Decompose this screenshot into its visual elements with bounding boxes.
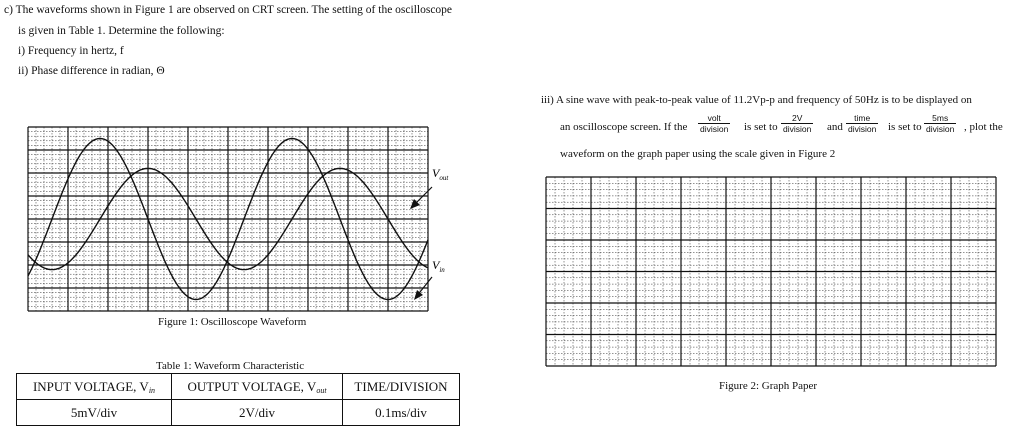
header-input-voltage: INPUT VOLTAGE, $V_{in}$ [17, 374, 172, 400]
waveform-table [16, 373, 460, 426]
question-iii-line3: waveform on the graph paper using the scale given in Figure 2 [560, 148, 836, 160]
figure1-caption: Figure 1: Oscilloscope Waveform [158, 316, 307, 328]
table1-title: Table 1: Waveform Characteristic [156, 360, 305, 372]
oscilloscope-figure [26, 125, 449, 315]
fraction-volt-per-division: volt division [700, 113, 729, 134]
question-c-line2: is given in Table 1. Determine the following: [18, 25, 225, 37]
cell-input-voltage: 5mV/div [17, 400, 172, 426]
vin-arrowhead-icon [414, 290, 423, 300]
fraction-2v-per-division: 2V division [783, 113, 812, 134]
table-header-row [17, 374, 460, 400]
question-c-item-i: i) Frequency in hertz, f [18, 45, 124, 57]
question-c-line1: c) The waveforms shown in Figure 1 are observed on CRT screen. The setting of the oscilloscope [4, 4, 453, 16]
question-iii-line2e: , plot the [964, 121, 1003, 133]
question-iii-line2b: is set to [744, 121, 778, 133]
table-row [17, 400, 460, 426]
cell-output-voltage: 2V/div [172, 400, 343, 426]
figure2-caption: Figure 2: Graph Paper [719, 380, 818, 392]
fraction-time-per-division: time division [848, 113, 877, 134]
graph-paper [545, 176, 998, 368]
question-iii-line2a: an oscilloscope screen. If the [560, 121, 688, 133]
question-iii-line2c: and [827, 121, 843, 133]
question-iii-line1: iii) A sine wave with peak-to-peak value of 11.2Vp-p and frequency of 50Hz is to be displayed on [541, 94, 972, 106]
graph-paper-grid [546, 177, 996, 366]
vin-label: $V_{in}$ [432, 258, 445, 274]
header-output-voltage: OUTPUT VOLTAGE, $V_{out}$ [172, 374, 343, 400]
question-c-item-ii: ii) Phase difference in radian, Θ [18, 65, 165, 77]
fraction-5ms-per-division: 5ms division [926, 113, 955, 134]
cell-time-division: 0.1ms/div [343, 400, 460, 426]
header-time-division: TIME/DIVISION [343, 374, 460, 400]
question-iii-line2d: is set to [888, 121, 922, 133]
vout-label: $V_{out}$ [432, 166, 449, 182]
